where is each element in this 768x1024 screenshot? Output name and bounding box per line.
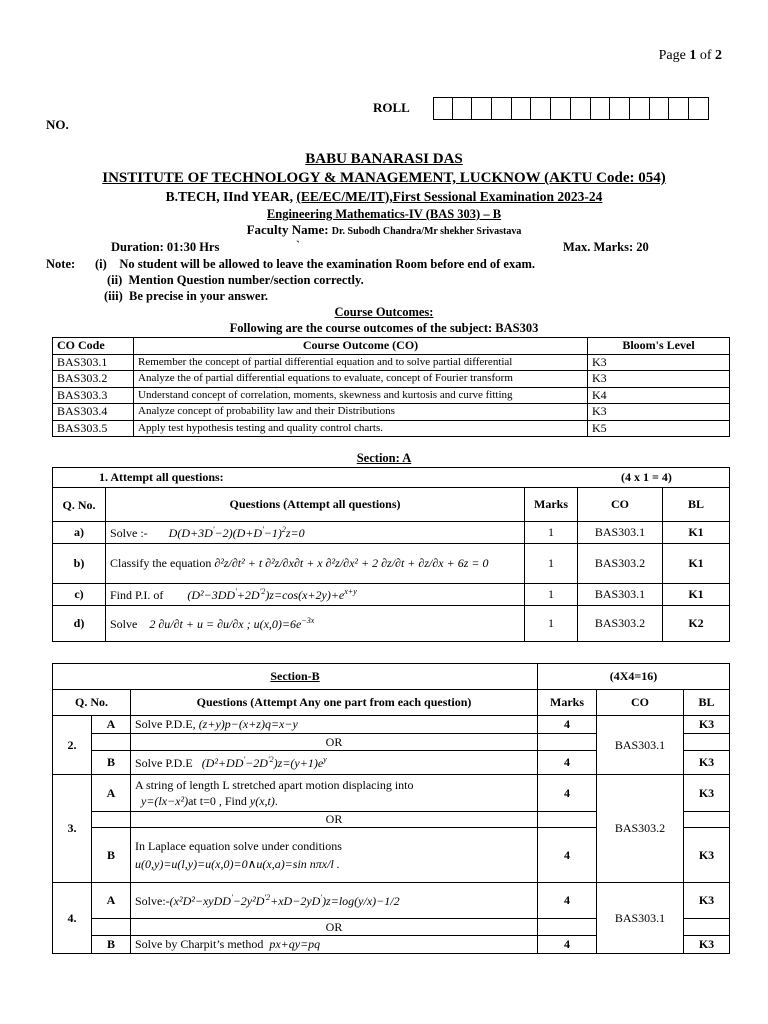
- page-indicator: [659, 48, 722, 64]
- table-row: BAS303.2 Analyze the of partial differential equations to evaluate, concept of Fourier transform K3: [53, 371, 730, 388]
- table-header-row: Q. No. Questions (Attempt Any one part from each question) Marks CO BL: [53, 690, 730, 716]
- roll-digit-box[interactable]: [472, 97, 492, 120]
- page-of: of: [699, 48, 712, 63]
- equation: $(D^2+DD'-2D^{'2})z=(y+1)e^y$: [201, 754, 327, 770]
- course-outcomes-title: Course Outcomes:: [334, 305, 434, 319]
- institute-name-line1: BABU BANARASI DAS: [305, 151, 463, 167]
- table-row: a) Solve :- $D(D+3D'-2)(D+D'-1)^2z=0$ 1 BAS303.1 K1: [53, 522, 730, 544]
- max-marks: Max. Marks: 20: [563, 240, 649, 254]
- exam-branches: (EE/EC/ME/IT),First Sessional Examination 2023-24: [296, 189, 603, 204]
- table-row: BAS303.1 Remember the concept of partial differential equation and to solve partial differential K3: [53, 354, 730, 371]
- page-current: 1: [689, 48, 697, 63]
- page-total: 2: [715, 48, 722, 63]
- duration: Duration: 01:30 Hrs: [111, 240, 220, 254]
- roll-digit-box[interactable]: [591, 97, 611, 120]
- roll-label: ROLL: [373, 100, 410, 115]
- table-row: BAS303.5 Apply test hypothesis testing and quality control charts. K5: [53, 420, 730, 437]
- table-row: 2. A Solve P.D.E, (z+y)p−(x+z)q=x−y 4 BAS303.1 K3: [53, 716, 730, 734]
- equation: 2 ∂u/∂t + u = ∂u/∂x ; $u(x,0)=6e^{-3x}$: [149, 615, 315, 631]
- roll-digit-box[interactable]: [453, 97, 473, 120]
- question-cell: In Laplace equation solve under conditions u(0,y)=u(l,y)=u(x,0)=0∧u(x,a)=sin nπx/l .: [131, 828, 538, 883]
- or-row: OR: [53, 734, 730, 751]
- question-cell: A string of length L stretched apart motion displacing into y=(lx−x²)at t=0 , Find y(x,t).: [131, 775, 538, 812]
- equation: px+qy=pq: [269, 937, 321, 951]
- table-row: BAS303.4 Analyze concept of probability law and their Distributions K3: [53, 404, 730, 421]
- section-b-title-row: [53, 664, 730, 690]
- roll-digit-box[interactable]: [610, 97, 630, 120]
- roll-digit-box[interactable]: [492, 97, 512, 120]
- question-cell: Solve P.D.E, (z+y)p−(x+z)q=x−y: [131, 716, 538, 734]
- section-b-table: [52, 663, 730, 954]
- roll-digit-box[interactable]: [650, 97, 670, 120]
- note-item-3: (iii) Be precise in your answer.: [104, 289, 269, 303]
- roll-number-boxes[interactable]: [433, 97, 709, 120]
- equation: y=(lx−x²): [141, 794, 189, 808]
- equation: $D(D+3D'-2)(D+D'-1)^2z=0$: [168, 524, 305, 540]
- table-row: 4. A $Solve:-(x^2D^2-xyDD'-2y^2D^{'2}+xD-2yD')z=\log(y/x)-1/2$ 4 BAS303.1 K3: [53, 883, 730, 919]
- roll-no-label: NO.: [46, 117, 69, 132]
- note-item-2: (ii) Mention Question number/section correctly.: [107, 273, 364, 287]
- roll-digit-box[interactable]: [512, 97, 532, 120]
- section-a-table: [52, 467, 730, 642]
- faculty-names: Dr. Subodh Chandra/Mr shekher Srivastava: [331, 226, 522, 237]
- table-row: BAS303.3 Understand concept of correlation, moments, skewness and kurtosis and curve fitting K4: [53, 387, 730, 404]
- table-row: d) Solve 2 ∂u/∂t + u = ∂u/∂x ; $u(x,0)=6e^{-3x}$ 1 BAS303.2 K2: [53, 606, 730, 642]
- equation: ∂²z/∂t² + t ∂²z/∂x∂t + x ∂²z/∂x² + 2 ∂z/∂t + ∂z/∂x + 6z = 0: [214, 556, 489, 570]
- question-cell: Solve 2 ∂u/∂t + u = ∂u/∂x ; $u(x,0)=6e^{-3x}$: [106, 606, 525, 642]
- equation: (z+y)p−(x+z)q=x−y: [198, 717, 298, 731]
- equation: $(x^2D^2-xyDD'-2y^2D^{'2}+xD-2yD')z=\log(y/x)-1/2$: [169, 892, 400, 908]
- or-row: OR: [53, 919, 730, 936]
- section-b-title: Section-B: [53, 664, 538, 690]
- section-a-marks-formula: (4 x 1 = 4): [621, 470, 672, 484]
- course-outcomes-table: [52, 337, 730, 437]
- section-b-marks-formula: (4X4=16): [538, 664, 730, 690]
- program-year: B.TECH, IInd YEAR,: [165, 189, 293, 204]
- question-cell: Find P.I. of $(D^2-3DD'+2D^{'2})z=\cos(x+2y)+e^{x+y}$: [106, 584, 525, 606]
- note-item-1: (i) No student will be allowed to leave the examination Room before end of exam.: [95, 257, 536, 271]
- table-row: B Solve P.D.E $(D^2+DD'-2D^{'2})z=(y+1)e^y$ 4 K3: [53, 751, 730, 775]
- page-prefix: Page: [658, 48, 686, 63]
- institute-name-line2: INSTITUTE OF TECHNOLOGY & MANAGEMENT, LUCKNOW (AKTU Code: 054): [102, 170, 666, 186]
- table-row: 3. A A string of length L stretched apart motion displacing into y=(lx−x²)at t=0 , Find y(x,t). 4 BAS303.2 K3: [53, 775, 730, 812]
- roll-digit-box[interactable]: [433, 97, 453, 120]
- subject-title: Engineering Mathematics-IV (BAS 303) – B: [266, 207, 502, 221]
- roll-digit-box[interactable]: [531, 97, 551, 120]
- table-header-row: Q. No. Questions (Attempt all questions) Marks CO BL: [53, 488, 730, 522]
- section-a-title: Section: A: [356, 451, 412, 465]
- faculty-label: Faculty Name:: [246, 222, 329, 237]
- section-a-instruction-row: [53, 468, 730, 488]
- table-header-row: CO Code Course Outcome (CO) Bloom's Level: [53, 338, 730, 355]
- question-cell: $Solve:-(x^2D^2-xyDD'-2y^2D^{'2}+xD-2yD')z=\log(y/x)-1/2$: [131, 883, 538, 919]
- section-a-instruction: 1. Attempt all questions:: [99, 470, 224, 484]
- question-cell: Solve by Charpit’s method px+qy=pq: [131, 936, 538, 954]
- roll-digit-box[interactable]: [689, 97, 709, 120]
- equation: u(0,y)=u(l,y)=u(x,0)=0∧u(x,a)=sin nπx/l .: [135, 857, 340, 871]
- roll-digit-box[interactable]: [571, 97, 591, 120]
- equation: $(D^2-3DD'+2D^{'2})z=\cos(x+2y)+e^{x+y}$: [187, 586, 357, 602]
- table-row: B In Laplace equation solve under conditions u(0,y)=u(l,y)=u(x,0)=0∧u(x,a)=sin nπx/l . 4 K3: [53, 828, 730, 883]
- question-cell: Solve :- $D(D+3D'-2)(D+D'-1)^2z=0$: [106, 522, 525, 544]
- tick-mark: `: [296, 238, 300, 252]
- roll-digit-box[interactable]: [551, 97, 571, 120]
- table-row: B Solve by Charpit’s method px+qy=pq 4 K3: [53, 936, 730, 954]
- note-label: Note:: [46, 257, 76, 271]
- roll-digit-box[interactable]: [630, 97, 650, 120]
- question-cell: Solve P.D.E $(D^2+DD'-2D^{'2})z=(y+1)e^y$: [131, 751, 538, 775]
- or-row: OR: [53, 812, 730, 828]
- course-outcomes-subtitle: Following are the course outcomes of the subject: BAS303: [229, 321, 539, 335]
- question-cell: Classify the equation ∂²z/∂t² + t ∂²z/∂x∂t + x ∂²z/∂x² + 2 ∂z/∂t + ∂z/∂x + 6z = 0: [106, 544, 525, 584]
- roll-digit-box[interactable]: [669, 97, 689, 120]
- faculty-line: [0, 222, 768, 238]
- table-row: b) Classify the equation ∂²z/∂t² + t ∂²z/∂x∂t + x ∂²z/∂x² + 2 ∂z/∂t + ∂z/∂x + 6z = 0 1 BAS303.2 K1: [53, 544, 730, 584]
- exam-title: [0, 189, 768, 205]
- table-row: c) Find P.I. of $(D^2-3DD'+2D^{'2})z=\cos(x+2y)+e^{x+y}$ 1 BAS303.1 K1: [53, 584, 730, 606]
